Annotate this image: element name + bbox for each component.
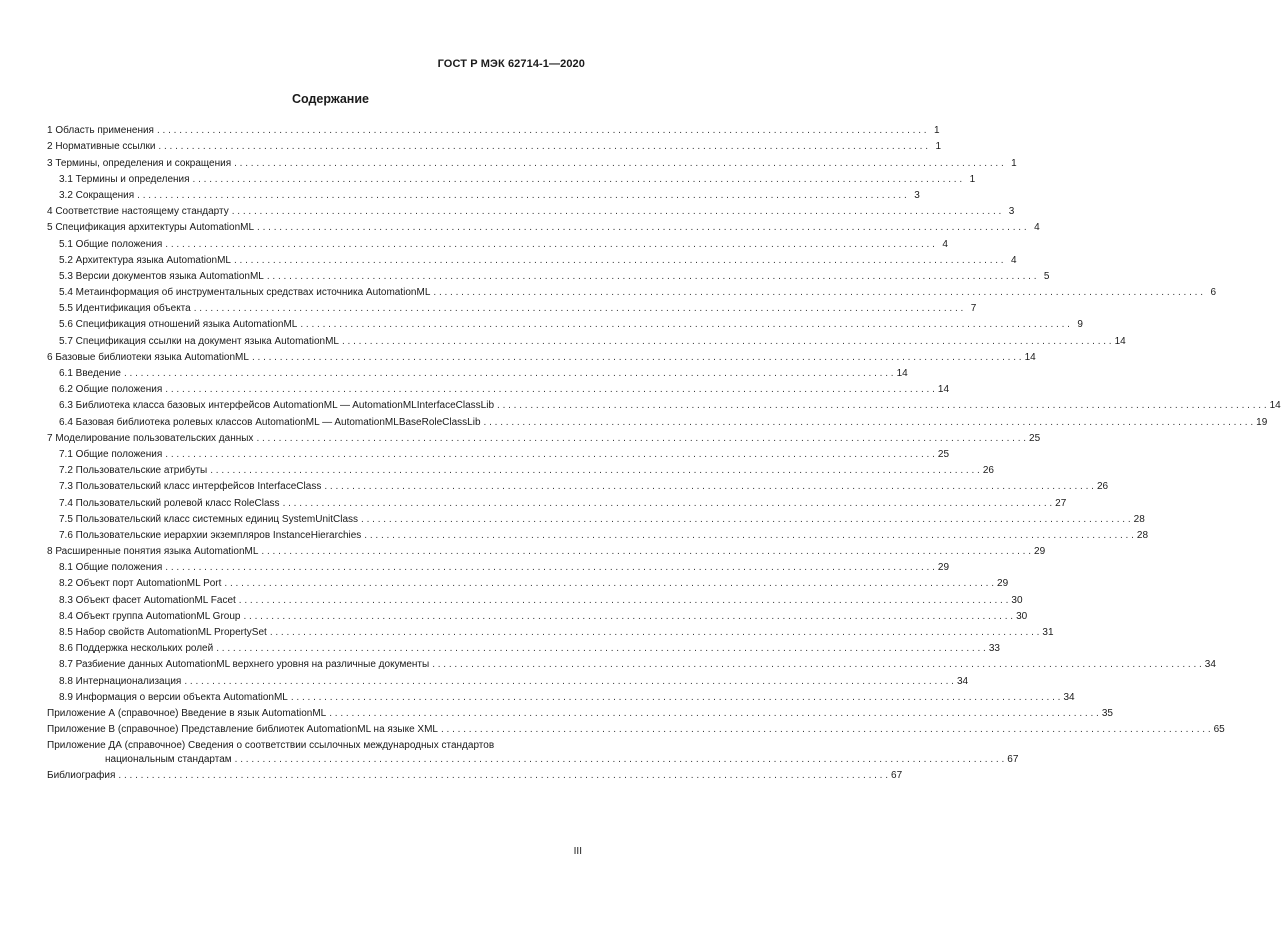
toc-entry[interactable] [47, 121, 940, 137]
dot-leader [432, 659, 1202, 671]
dot-leader [232, 206, 1002, 218]
toc-entry[interactable] [47, 590, 1023, 606]
toc-entry-page: 3 [914, 189, 920, 201]
dot-leader [165, 562, 935, 574]
toc-entry-page: 30 [1011, 594, 1023, 606]
toc-entry[interactable] [47, 639, 1000, 655]
dot-leader [257, 222, 1027, 234]
toc-entry-page: 14 [937, 384, 950, 396]
toc-entry-title: 5.5 Идентификация объекта [59, 303, 191, 315]
dot-leader [124, 368, 894, 380]
toc-entry-title: 3.1 Термины и определения [59, 173, 190, 185]
toc-entry-title: Приложение В (справочное) Представление библиотек AutomationML на языке XML [47, 724, 438, 736]
toc-entry-title: 4 Соответствие настоящему стандарту [47, 206, 229, 218]
toc-entry[interactable] [47, 251, 1017, 267]
toc-entry-title: 7.6 Пользовательские иерархии экземпляров InstanceHierarchies [59, 529, 362, 541]
toc-entry-page: 4 [942, 238, 948, 250]
dot-leader [165, 384, 935, 396]
toc-entry[interactable] [47, 720, 1225, 736]
toc-entry-title: Приложение А (справочное) Введение в язык AutomationML [47, 707, 327, 719]
dot-leader [433, 287, 1203, 299]
toc-entry[interactable] [47, 445, 950, 461]
toc-entry[interactable] [47, 331, 1126, 347]
dot-leader [270, 627, 1040, 639]
toc-entry-page: 67 [891, 770, 903, 782]
dot-leader [261, 546, 1031, 558]
toc-entry-page: 34 [1063, 691, 1075, 703]
toc-entry-page: 6 [1210, 287, 1216, 299]
toc-entry-title: 8.8 Интернационализация [59, 675, 182, 687]
toc-entry-page: 7 [970, 303, 977, 315]
toc-entry[interactable] [47, 623, 1054, 639]
toc-entry-page: 27 [1055, 497, 1067, 509]
toc-entry-page: 19 [1256, 416, 1268, 428]
toc-entry-title: 7.5 Пользовательский класс системных единиц SystemUnitClass [59, 513, 359, 525]
toc-entry-page: 26 [1096, 481, 1109, 493]
toc-entry-title: 8.9 Информация о версии объекта AutomationML [59, 691, 288, 703]
toc-entry-page: 4 [1011, 254, 1017, 266]
toc-entry-page: 65 [1213, 724, 1225, 736]
page-number: III [573, 846, 582, 857]
toc-entry[interactable] [47, 688, 1075, 704]
dot-leader [329, 708, 1099, 720]
toc-entry[interactable] [47, 526, 1149, 542]
toc-entry[interactable] [47, 607, 1028, 623]
toc-entry-page: 14 [896, 368, 908, 379]
toc-entry-page: 1 [969, 173, 976, 185]
toc-entry[interactable] [47, 655, 1216, 671]
toc-entry[interactable] [47, 671, 969, 687]
dot-leader [165, 449, 935, 461]
toc-entry-title: 5.2 Архитектура языка AutomationML [59, 254, 231, 266]
toc-entry[interactable] [47, 153, 1017, 169]
toc-entry-page: 25 [1029, 432, 1041, 444]
dot-leader [224, 578, 994, 590]
toc-entry-title: 8 Расширенные понятия языка AutomationML [47, 546, 259, 558]
toc-entry-page: 29 [997, 578, 1009, 590]
toc-entry[interactable] [47, 283, 1216, 299]
toc-entry-title: 5.6 Спецификация отношений языка AutomationML [59, 319, 298, 331]
toc-entry[interactable] [47, 704, 1113, 720]
dot-leader [497, 400, 1267, 412]
toc-entry-page: 29 [937, 562, 950, 574]
toc-entry-page: 34 [956, 675, 969, 687]
toc-entry[interactable] [47, 542, 1046, 558]
toc-entry[interactable] [47, 364, 908, 380]
toc-entry-title: 8.4 Объект группа AutomationML Group [59, 610, 241, 622]
toc-entry-page: 33 [988, 643, 1000, 655]
dot-leader [364, 530, 1134, 542]
toc-entry-title: 3 Термины, определения и сокращения [47, 157, 232, 169]
toc-entry[interactable] [47, 396, 1281, 412]
dot-leader [193, 174, 963, 186]
toc-entry-page: 1 [1011, 157, 1017, 169]
toc-entry[interactable] [47, 461, 994, 477]
toc-entry[interactable] [47, 766, 903, 782]
toc-entry-page: 67 [1007, 754, 1019, 766]
toc-entry-title-continued: национальным стандартам [105, 754, 232, 766]
dot-leader [137, 190, 907, 202]
toc-entry-page: 30 [1016, 610, 1028, 622]
toc-entry-title: 8.2 Объект порт AutomationML Port [59, 578, 222, 590]
toc-entry[interactable] [47, 218, 1040, 234]
dot-leader [158, 141, 928, 153]
dot-leader [441, 724, 1211, 736]
toc-entry-page: 5 [1043, 270, 1050, 282]
dot-leader [165, 239, 935, 251]
toc-entry-page: 3 [1008, 206, 1015, 218]
dot-leader [291, 692, 1061, 704]
dot-leader [210, 465, 980, 477]
toc-entry-title: 6.4 Базовая библиотека ролевых классов AutomationML — AutomationMLBaseRoleClassLib [59, 416, 481, 428]
dot-leader [256, 433, 1026, 445]
document-standard-header: ГОСТ Р МЭК 62714-1—2020 [437, 58, 585, 70]
toc-entry-page: 31 [1042, 627, 1054, 638]
toc-entry[interactable] [47, 348, 1036, 364]
toc-entry[interactable] [47, 429, 1041, 445]
toc-entry[interactable] [47, 558, 950, 574]
toc-entry-title: 5 Спецификация архитектуры AutomationML [47, 222, 255, 234]
toc-entry-page: 29 [1034, 546, 1046, 558]
toc-entry-page: 4 [1034, 222, 1040, 234]
toc-entry[interactable] [47, 267, 1050, 283]
dot-leader [194, 303, 964, 315]
toc-entry-title: 5.1 Общие положения [59, 238, 163, 250]
dot-leader [283, 498, 1053, 510]
toc-entry[interactable] [47, 186, 920, 202]
dot-leader [243, 611, 1013, 623]
toc-entry-title: 3.2 Сокращения [59, 189, 135, 201]
table-of-contents [47, 121, 1281, 782]
toc-entry-title: 5.4 Метаинформация об инструментальных средствах источника AutomationML [59, 287, 431, 299]
toc-entry-title: 6.2 Общие положения [59, 384, 163, 396]
dot-leader [234, 158, 1004, 170]
toc-entry-title: 5.3 Версии документов языка AutomationML [59, 270, 264, 282]
toc-entry-title: 8.3 Объект фасет AutomationML Facet [59, 594, 236, 606]
dot-leader [484, 417, 1254, 429]
toc-entry[interactable] [47, 736, 1019, 766]
dot-leader [157, 125, 927, 137]
toc-entry[interactable] [47, 315, 1083, 331]
toc-entry[interactable] [47, 493, 1067, 509]
dot-leader [361, 514, 1131, 526]
toc-entry[interactable] [47, 170, 976, 186]
toc-entry[interactable] [47, 477, 1109, 493]
toc-entry-title: 1 Область применения [47, 125, 154, 137]
toc-entry-page: 14 [1024, 351, 1036, 363]
dot-leader [267, 271, 1037, 283]
toc-entry[interactable] [47, 412, 1268, 428]
toc-entry-page: 9 [1077, 319, 1083, 331]
dot-leader [184, 676, 954, 688]
dot-leader [216, 643, 986, 655]
toc-entry-page: 14 [1114, 335, 1126, 347]
dot-leader [234, 255, 1004, 267]
toc-entry-title: 7 Моделирование пользовательских данных [47, 432, 254, 444]
toc-entry[interactable] [47, 380, 950, 396]
toc-entry-page: 25 [937, 448, 950, 460]
toc-entry-title: 6.3 Библиотека класса базовых интерфейсов AutomationML — AutomationMLInterfaceClassLib [59, 400, 495, 412]
toc-entry-page: 26 [982, 465, 994, 477]
toc-entry-page: 34 [1204, 659, 1216, 671]
dot-leader [118, 770, 888, 782]
toc-entry[interactable] [47, 202, 1015, 218]
toc-entry-title: 7.2 Пользовательские атрибуты [59, 465, 208, 477]
toc-entry-page: 1 [935, 141, 942, 153]
toc-entry[interactable] [47, 574, 1009, 590]
toc-entry-title: 8.6 Поддержка нескольких ролей [59, 643, 214, 655]
toc-entry-title: 8.7 Разбиение данных AutomationML верхнего уровня на различные документы [59, 659, 430, 671]
toc-entry-page: 35 [1101, 707, 1113, 719]
toc-entry-title: 2 Нормативные ссылки [47, 141, 156, 153]
toc-entry-title: 7.4 Пользовательский ролевой класс RoleClass [59, 497, 280, 509]
toc-entry[interactable] [47, 137, 942, 153]
toc-entry-title: Приложение ДА (справочное) Сведения о соответствии ссылочных международных стандартов [47, 740, 495, 752]
dot-leader [252, 352, 1022, 364]
toc-entry-title: 6 Базовые библиотеки языка AutomationML [47, 351, 249, 363]
toc-entry-page: 1 [934, 125, 940, 137]
toc-entry[interactable] [47, 234, 948, 250]
dot-leader [324, 481, 1094, 493]
toc-entry-title: 5.7 Спецификация ссылки на документ языка AutomationML [59, 335, 339, 347]
toc-entry[interactable] [47, 510, 1145, 526]
toc-entry-page: 28 [1133, 513, 1145, 525]
dot-leader [342, 336, 1112, 348]
toc-entry-title: 7.1 Общие положения [59, 448, 163, 460]
toc-entry-title: 6.1 Введение [59, 368, 121, 379]
toc-entry-page: 28 [1136, 529, 1149, 541]
toc-entry-title: 7.3 Пользовательский класс интерфейсов InterfaceClass [59, 481, 322, 493]
toc-entry-page: 14 [1269, 400, 1281, 412]
toc-entry[interactable] [47, 299, 977, 315]
toc-entry-title: 8.1 Общие положения [59, 562, 163, 574]
dot-leader [300, 319, 1070, 331]
toc-entry-title: 8.5 Набор свойств AutomationML PropertySet [59, 627, 267, 638]
page-title: Содержание [291, 92, 369, 106]
dot-leader [239, 595, 1009, 607]
toc-entry-title: Библиография [47, 770, 116, 782]
dot-leader [235, 754, 1005, 766]
